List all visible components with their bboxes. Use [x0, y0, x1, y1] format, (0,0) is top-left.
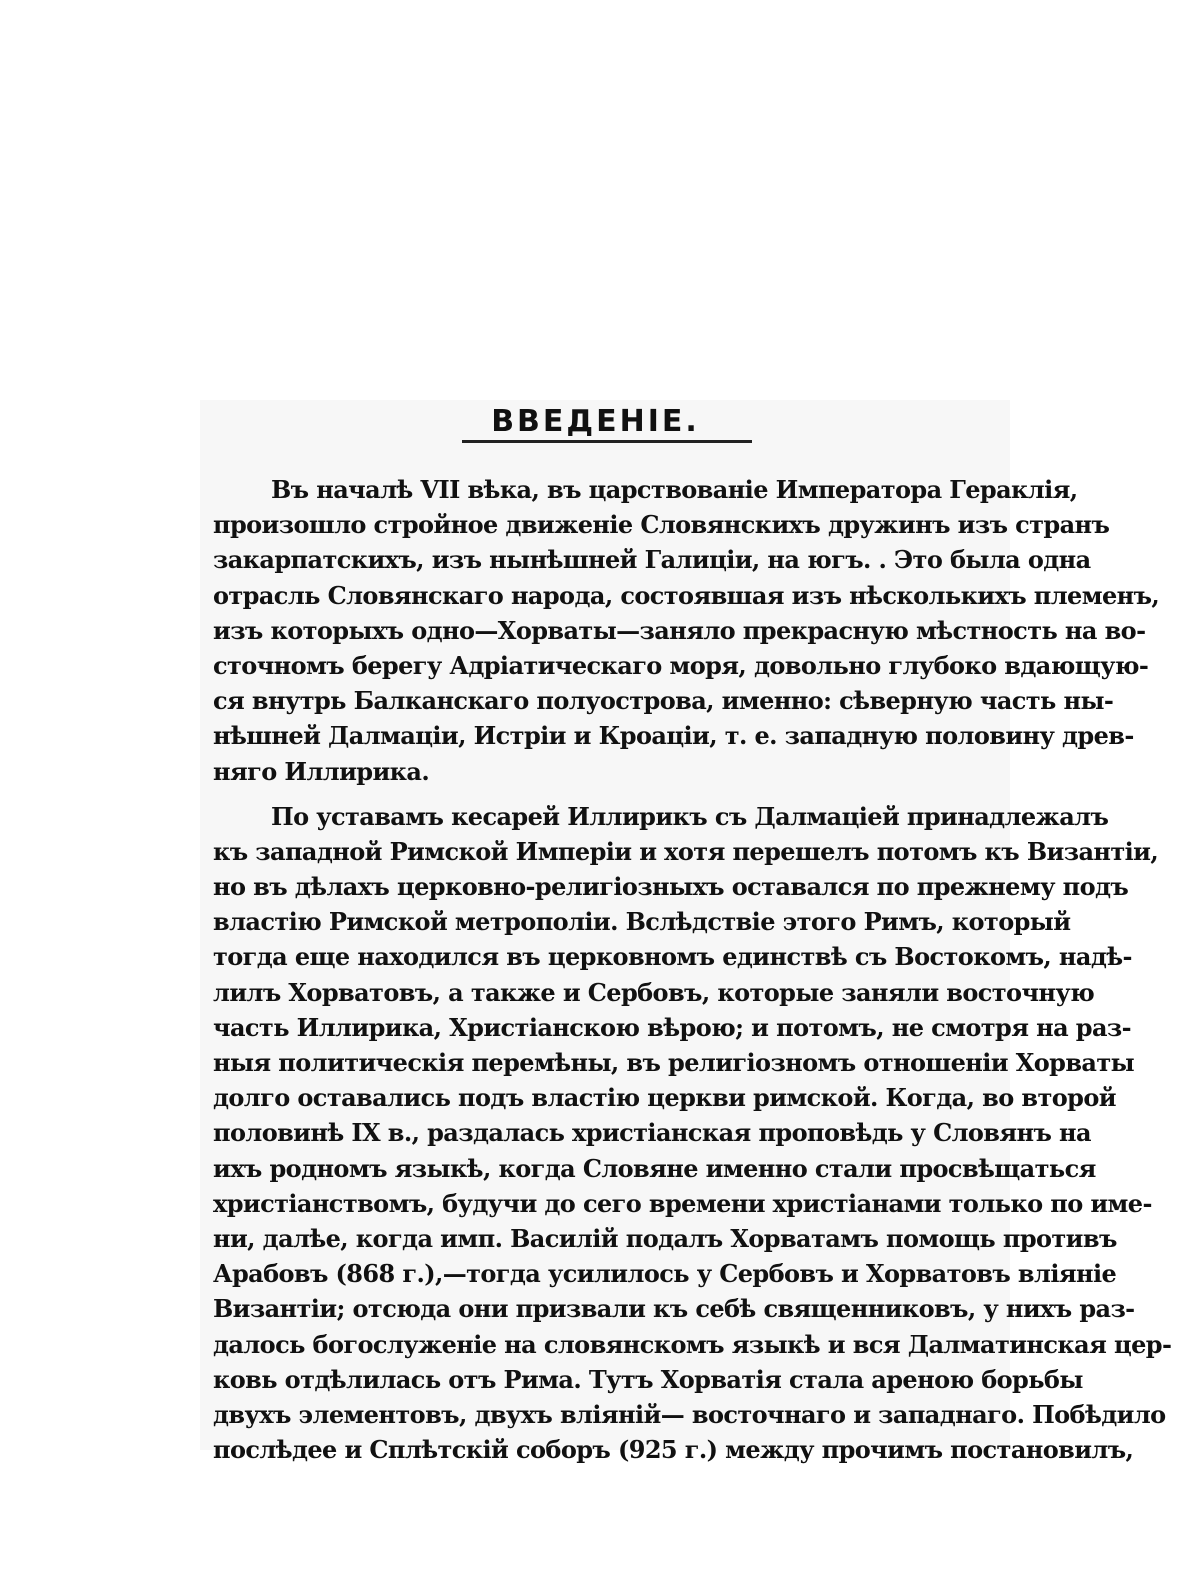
text-line: ихъ родномъ языкѣ, когда Словяне именно стали просвѣщаться [213, 1153, 1096, 1183]
text-line: Византіи; отсюда они призвали къ себѣ священниковъ, у нихъ раз- [213, 1294, 1135, 1324]
paragraph-2 [213, 799, 1172, 1468]
text-line: Въ началѣ VII вѣка, въ царствованіе Императора Гераклія, [271, 475, 1078, 504]
text-line: лилъ Хорватовъ, а также и Сербовъ, которые заняли восточную [213, 977, 1095, 1007]
text-line: ныя политическія перемѣны, въ религіозномъ отношеніи Хорваты [213, 1048, 1135, 1077]
text-line: двухъ элементовъ, двухъ вліяній— восточнаго и западнаго. Побѣдило [213, 1399, 1166, 1429]
text-line: далось богослуженіе на словянскомъ языкѣ и вся Далматинская цер- [213, 1329, 1172, 1359]
body-text [213, 472, 1172, 1467]
text-line: По уставамъ кесарей Иллирикъ съ Далмаціей принадлежалъ [271, 801, 1109, 831]
text-line: ковь отдѣлилась отъ Рима. Тутъ Хорватія стала ареною борьбы [213, 1364, 1083, 1394]
text-line: закарпатскихъ, изъ нынѣшней Галиціи, на югъ. . Это была одна [213, 545, 1091, 575]
text-line: изъ которыхъ одно—Хорваты—заняло прекрасную мѣстность на во- [213, 615, 1146, 645]
title-underline [462, 440, 752, 443]
text-line: властію Римской метрополіи. Вслѣдствіе этого Римъ, который [213, 907, 1071, 937]
text-line: долго оставались подъ властію церкви римской. Когда, во второй [213, 1083, 1116, 1113]
text-line: часть Иллирика, Христіанскою вѣрою; и потомъ, не смотря на раз- [213, 1012, 1132, 1042]
text-line: половинѣ IX в., раздалась христіанская проповѣдь у Словянъ на [213, 1118, 1091, 1148]
text-line: послѣдее и Сплѣтскій соборъ (925 г.) между прочимъ постановилъ, [213, 1435, 1134, 1465]
text-line: ни, далѣе, когда имп. Василій подалъ Хорватамъ помощь противъ [213, 1223, 1117, 1253]
paragraph-gap [213, 789, 999, 799]
page-title: ВВЕДЕНІЕ. [491, 404, 700, 439]
text-line: христіанствомъ, будучи до сего времени христіанами только по име- [213, 1188, 1152, 1218]
text-line: ся внутрь Балканскаго полуострова, именно: сѣверную часть ны- [213, 686, 1114, 716]
text-line: но въ дѣлахъ церковно-религіозныхъ оставался по прежнему подъ [213, 872, 1129, 902]
paragraph-1 [213, 472, 1160, 789]
text-line: нѣшней Далмаціи, Истріи и Кроаціи, т. е. западную половину древ- [213, 721, 1134, 751]
text-line: няго Иллирика. [213, 756, 430, 786]
text-line: тогда еще находился въ церковномъ единствѣ съ Востокомъ, надѣ- [213, 942, 1132, 972]
text-line: сточномъ берегу Адріатическаго моря, довольно глубоко вдающую- [213, 650, 1149, 680]
text-line: Арабовъ (868 г.),—тогда усилилось у Сербовъ и Хорватовъ вліяніе [213, 1259, 1117, 1289]
text-line: произошло стройное движеніе Словянскихъ дружинъ изъ странъ [213, 510, 1110, 540]
text-line: къ западной Римской Имперіи и хотя перешелъ потомъ къ Византіи, [213, 836, 1159, 866]
text-line: отрасль Словянскаго народа, состоявшая изъ нѣсколькихъ племенъ, [213, 580, 1160, 610]
